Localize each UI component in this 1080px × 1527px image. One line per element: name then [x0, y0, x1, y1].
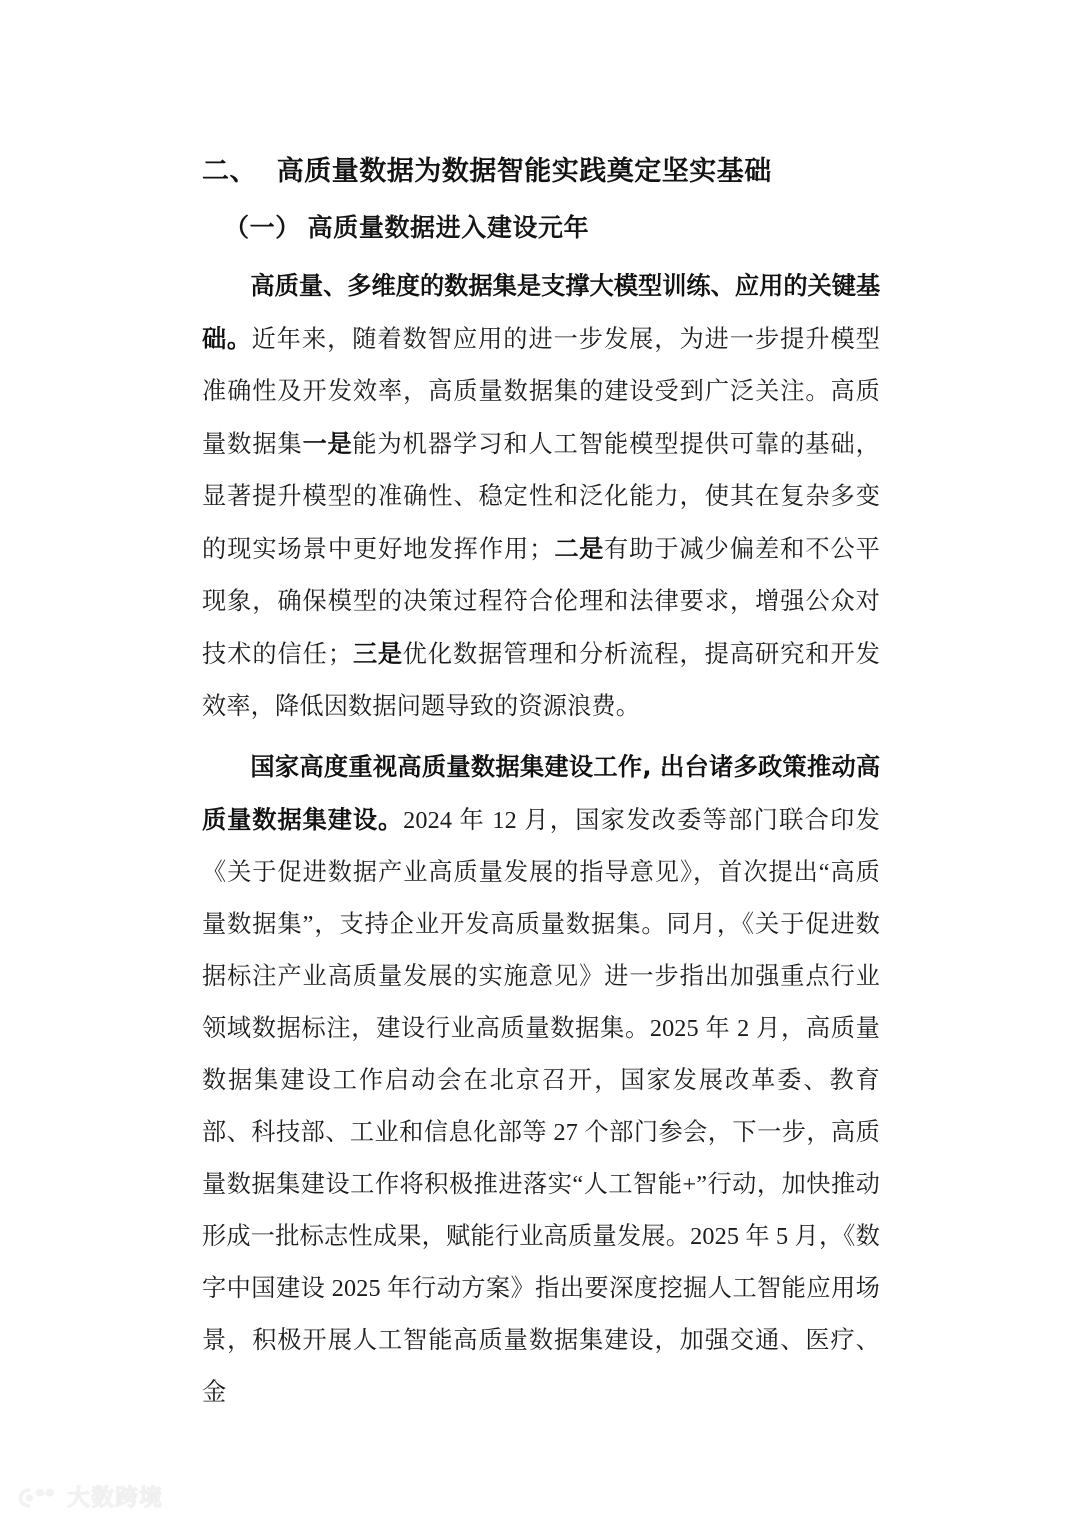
paragraph-one-marker-third: 三是	[352, 640, 403, 668]
paragraph-one-run-c: 有助于减少偏差和不公平现象，确保模型的决策过程符合伦理和法律要求，增强公众对技术的信任；	[202, 536, 880, 668]
paragraph-one-run-a: 近年来，随着数智应用的进一步发展，为进一步提升模型准确性及开发效率，高质量数据集的建设受到广泛关注。高质量数据集	[202, 326, 880, 458]
paragraph-one-marker-second: 二是	[553, 535, 604, 563]
subsection-heading: （一） 高质量数据进入建设元年	[224, 215, 590, 242]
paragraph-two-lead: 国家高度重视高质量数据集建设工作, 出台诸多政策推动高质量数据集建设。	[202, 753, 880, 834]
paragraph-two-body: 2024 年 12 月，国家发改委等部门联合印发《关于促进数据产业高质量发展的指导意见》，首次提出“高质量数据集”，支持企业开发高质量数据集。同月，《关于促进数据标注产业高质量发展的实施意见》进一步指出加强重点行业领域数据标注，建设行业高质量数据集。2025 年 2 月，高质量数据集建设工作启动会在北京召开，国家发展改革委、教育部、科技部、工业和信息化部等 27 个部门参会，下一步，高质量数据集建设工作将积极推进落实“人工智能+”行动，加快推动形成一批标志性成果，赋能行业高质量发展。2025 年 5 月，《数字中国建设 2025 年行动方案》指出要深度挖掘人工智能应用场景，积极开展人工智能高质量数据集建设，加强交通、医疗、金	[202, 807, 880, 1406]
brand-logo-icon	[14, 1485, 58, 1511]
paragraph-one-run-d: 优化数据管理和分析流程，提高研究和开发效率，降低因数据问题导致的资源浪费。	[202, 641, 880, 720]
paragraph-one-run-b: 能为机器学习和人工智能模型提供可靠的基础，显著提升模型的准确性、稳定性和泛化能力，使其在复杂多变的现实场景中更好地发挥作用；	[202, 431, 880, 563]
watermark	[14, 1485, 163, 1511]
watermark-brand-text: 大数跨境	[67, 1484, 163, 1511]
section-heading: 二、 高质量数据为数据智能实践奠定坚实基础	[202, 156, 772, 187]
document-content	[202, 150, 880, 1421]
paragraph-two	[202, 741, 880, 1419]
paragraph-one-lead: 高质量、多维度的数据集是支撑大模型训练、应用的关键基础。	[202, 272, 880, 353]
paragraph-one	[202, 260, 880, 733]
paragraph-one-marker-first: 一是	[302, 430, 353, 458]
